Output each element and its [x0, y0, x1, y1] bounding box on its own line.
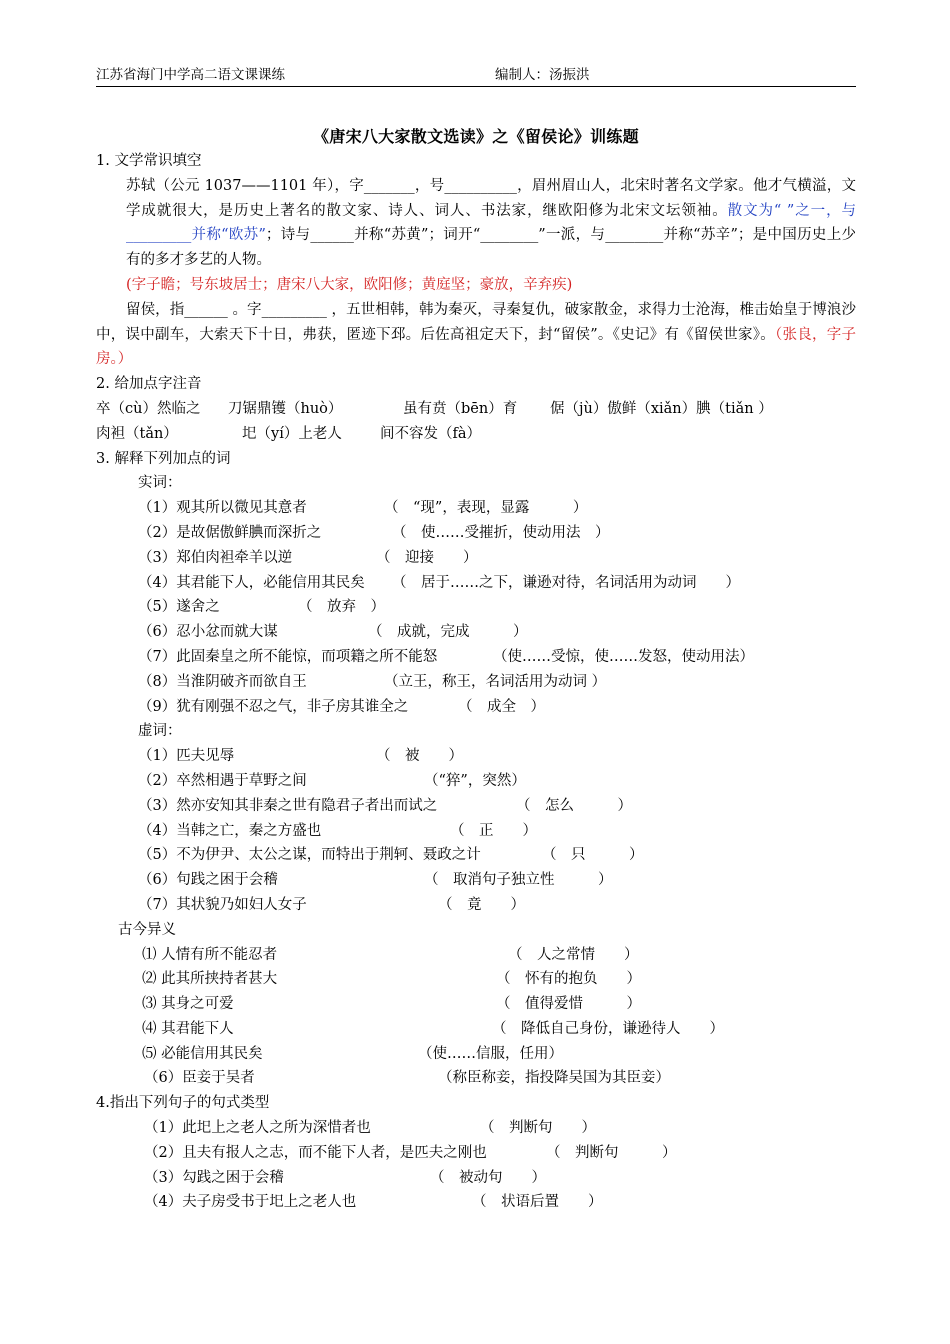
- p1-text-b: ；诗与______并称“苏黄”；词开“________”一派，与________并称“苏辛”；是中国历史上少有的多才多艺的人物。: [126, 227, 856, 269]
- document-body: [96, 149, 856, 1215]
- sentence-type-item: （2）且夫有报人之志，而不能下人者，是匹夫之刚也 （ 判断句 ）: [144, 1144, 677, 1161]
- shici-item: （1）观其所以微见其意者 （ “现”，表现，显露 ）: [138, 500, 588, 517]
- pinyin-item: 虽有贲（bēn）育: [403, 400, 518, 417]
- shici-item: （6）忍小忿而就大谋 （ 成就，完成 ）: [138, 624, 528, 641]
- page-header: [96, 66, 856, 87]
- xuci-item: （7）其状貌乃如妇人女子 （ 竟 ）: [138, 896, 525, 913]
- section1-heading: 1. 文学常识填空: [96, 153, 202, 169]
- document-title: 《唐宋八大家散文选读》之《留侯论》训练题: [312, 127, 639, 146]
- sentence-type-item: （4）夫子房受书于圯上之老人也 （ 状语后置 ）: [144, 1194, 603, 1211]
- shici-item: （5）遂舍之 （ 放弃 ）: [138, 599, 385, 616]
- pinyin-item: 间不容发（fà）: [380, 425, 482, 442]
- xuci-item: （2）卒然相遇于草野之间 （“猝”，突然）: [138, 772, 526, 789]
- gujin-label: 古今异义: [118, 921, 176, 938]
- gujin-item: ⑵ 此其所挟持者甚大 （ 怀有的抱负 ）: [142, 971, 641, 988]
- xuci-item: （4）当韩之亡，秦之方盛也 （ 正 ）: [138, 822, 537, 839]
- shici-item: （8）当淮阴破齐而欲自王 （立王，称王，名词活用为动词 ）: [138, 673, 607, 690]
- shici-item: （7）此固秦皇之所不能惊，而项籍之所不能怒 （使……受惊，使……发怒，使动用法）: [138, 648, 754, 665]
- gujin-item: ⑴ 人情有所不能忍者 （ 人之常情 ）: [142, 946, 639, 963]
- section1-paragraph-2: [96, 298, 856, 372]
- section1-paragraph-1: [96, 174, 856, 273]
- section3-heading: 3. 解释下列加点的词: [96, 450, 231, 467]
- p1-text-a: 苏轼（公元 1037——1101 年），字_______，号__________，眉州眉山人，北宋时著名文学家。他才气横溢，文学成就很大，是历史上著名的散文家、诗人、词人、书法家，继欧阳修为北宋文坛领袖。: [126, 177, 856, 219]
- xuci-item: （1）匹夫见辱 （ 被 ）: [138, 748, 463, 765]
- xuci-item: （6）句践之困于会稽 （ 取消句子独立性 ）: [138, 872, 613, 889]
- section4-heading: 4.指出下列句子的句式类型: [96, 1095, 270, 1112]
- gujin-item: ⑸ 必能信用其民矣 （使……信服，任用）: [142, 1045, 563, 1062]
- section1-answer-2: （张良，字子房。）: [96, 326, 856, 368]
- sentence-type-item: （3）勾践之困于会稽 （ 被动句 ）: [144, 1169, 546, 1186]
- gujin-item: ⑶ 其身之可爱 （ 值得爱惜 ）: [142, 996, 641, 1013]
- pinyin-item: 刀锯鼎镬（huò）: [228, 400, 343, 417]
- shici-item: （2）是故倨傲鲜腆而深折之 （ 使……受摧折，使动用法 ）: [138, 524, 610, 541]
- pinyin-row-2: [96, 422, 856, 447]
- xuci-label: 虚词：: [138, 723, 182, 740]
- pinyin-item: 肉袒（tǎn）: [96, 425, 178, 442]
- xuci-item: （3）然亦安知其非秦之世有隐君子者出而试之 （ 怎么 ）: [138, 797, 632, 814]
- shici-item: （9）犹有刚强不忍之气，非子房其谁全之 （ 成全 ）: [138, 698, 545, 715]
- section1-answer-1: (字子瞻；号东坡居士；唐宋八大家，欧阳修；黄庭坚；豪放，辛弃疾): [126, 276, 573, 293]
- pinyin-item: 倨（jù）傲鲜（xiǎn）腆（tiǎn ）: [550, 400, 773, 417]
- shici-label: 实词：: [138, 475, 182, 492]
- sentence-type-item: （1）此圯上之老人之所为深惜者也 （ 判断句 ）: [144, 1120, 596, 1137]
- section2-heading: 2. 给加点字注音: [96, 376, 202, 393]
- p1-text-blue: 散文为“ ”之一，与_________并称“欧苏”: [126, 202, 857, 244]
- xuci-item: （5）不为伊尹、太公之谋，而特出于荆轲、聂政之计 （ 只 ）: [138, 847, 644, 864]
- header-author: 编制人：汤振洪: [495, 67, 590, 83]
- shici-item: （4）其君能下人，必能信用其民矣 （ 居于……之下，谦逊对待，名词活用为动词 ）: [138, 574, 740, 591]
- pinyin-item: 卒（cù）然临之: [96, 400, 201, 417]
- pinyin-row-1: [96, 397, 856, 422]
- shici-item: （3）郑伯肉袒牵羊以逆 （ 迎接 ）: [138, 549, 478, 566]
- pinyin-item: 圯（yí）上老人: [242, 425, 342, 442]
- gujin-item: ⑷ 其君能下人 （ 降低自己身份，谦逊待人 ）: [142, 1020, 724, 1037]
- gujin-item: （6）臣妾于吴者 （称臣称妾，指投降吴国为其臣妾）: [144, 1070, 670, 1087]
- p2-text: 留侯，指______ 。字_________ ，五世相韩，韩为秦灭，寻秦复仇，破家散金，求得力士沧海，椎击始皇于博浪沙中，误中副车，大索天下十日，弗获，匿迹下邳。后佐高祖定天下，封“留侯”。《史记》有《留侯世家》。: [96, 301, 856, 343]
- header-school: 江苏省海门中学高二语文课课练: [96, 67, 285, 83]
